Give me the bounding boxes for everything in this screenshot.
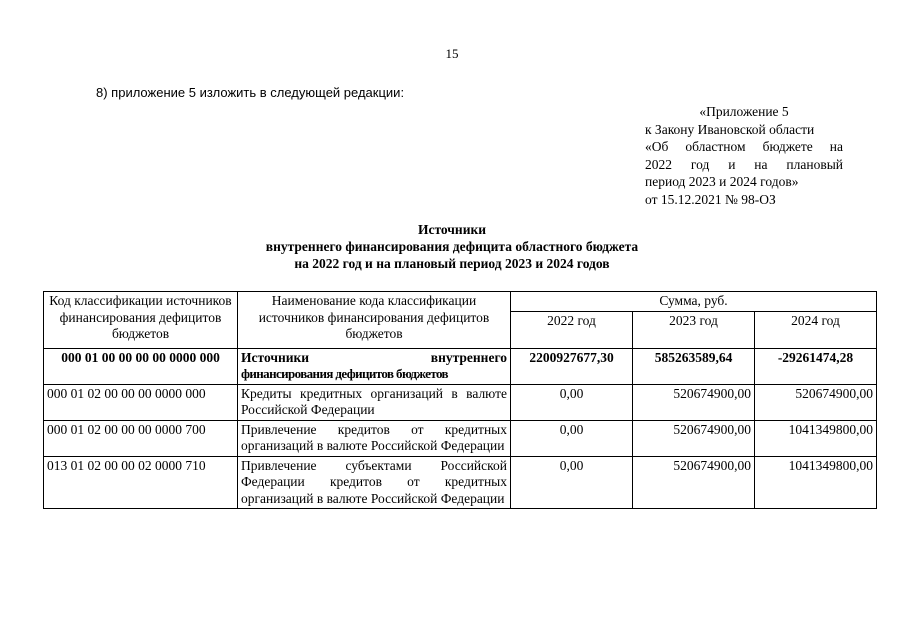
- header-year-2022: 2022 год: [511, 311, 633, 348]
- cell-name: Привлечение субъектами Российской Федерации кредитов от кредитных организаций в валюте Российской Федерации: [238, 456, 511, 509]
- table-header-row: [44, 292, 877, 312]
- cell-code: 013 01 02 00 00 02 0000 710: [44, 456, 238, 509]
- cell-code: 000 01 00 00 00 00 0000 000: [44, 348, 238, 384]
- cell-2022: 2200927677,30: [511, 348, 633, 384]
- intro-text: 8) приложение 5 изложить в следующей редакции:: [96, 85, 405, 100]
- cell-code: 000 01 02 00 00 00 0000 000: [44, 384, 238, 420]
- appendix-title: «Приложение 5: [699, 104, 789, 119]
- table-row: [44, 384, 877, 420]
- cell-2023: 520674900,00: [633, 384, 755, 420]
- header-sum: Сумма, руб.: [511, 292, 877, 312]
- appendix-line: 2022 год и на плановый: [645, 156, 843, 172]
- appendix-line: к Закону Ивановской области: [645, 121, 815, 137]
- cell-name-line: Источники внутреннего: [241, 349, 507, 365]
- header-code: Код классификации источников финансирования дефицитов бюджетов: [44, 292, 238, 349]
- heading-line: Источники: [417, 222, 487, 237]
- cell-2023: 520674900,00: [633, 456, 755, 509]
- appendix-line: период 2023 и 2024 годов»: [645, 174, 799, 189]
- cell-2024: 1041349800,00: [755, 456, 877, 509]
- appendix-reference: [645, 103, 843, 208]
- table-row: [44, 456, 877, 509]
- header-name: Наименование кода классификации источников финансирования дефицитов бюджетов: [238, 292, 511, 349]
- header-year-2023: 2023 год: [633, 311, 755, 348]
- cell-code: 000 01 02 00 00 00 0000 700: [44, 420, 238, 456]
- cell-2024: -29261474,28: [755, 348, 877, 384]
- cell-name: [238, 348, 511, 384]
- cell-name: Кредиты кредитных организаций в валюте Российской Федерации: [238, 384, 511, 420]
- page-number: 15: [445, 46, 459, 61]
- cell-2022: 0,00: [511, 420, 633, 456]
- cell-name: Привлечение кредитов от кредитных организаций в валюте Российской Федерации: [238, 420, 511, 456]
- cell-2023: 585263589,64: [633, 348, 755, 384]
- table-row-total: [44, 348, 877, 384]
- cell-2022: 0,00: [511, 456, 633, 509]
- budget-sources-table: [43, 291, 877, 509]
- heading-line: на 2022 год и на плановый период 2023 и 2024 годов: [294, 256, 610, 271]
- header-year-2024: 2024 год: [755, 311, 877, 348]
- cell-2023: 520674900,00: [633, 420, 755, 456]
- appendix-line: «Об областном бюджете на: [645, 139, 843, 154]
- table-row: [44, 420, 877, 456]
- cell-2022: 0,00: [511, 384, 633, 420]
- cell-2024: 520674900,00: [755, 384, 877, 420]
- heading-line: внутреннего финансирования дефицита областного бюджета: [265, 239, 639, 254]
- document-heading: [0, 221, 904, 272]
- cell-2024: 1041349800,00: [755, 420, 877, 456]
- appendix-line: от 15.12.2021 № 98-ОЗ: [645, 191, 776, 207]
- cell-name-line: финансирования дефицитов бюджетов: [241, 366, 448, 381]
